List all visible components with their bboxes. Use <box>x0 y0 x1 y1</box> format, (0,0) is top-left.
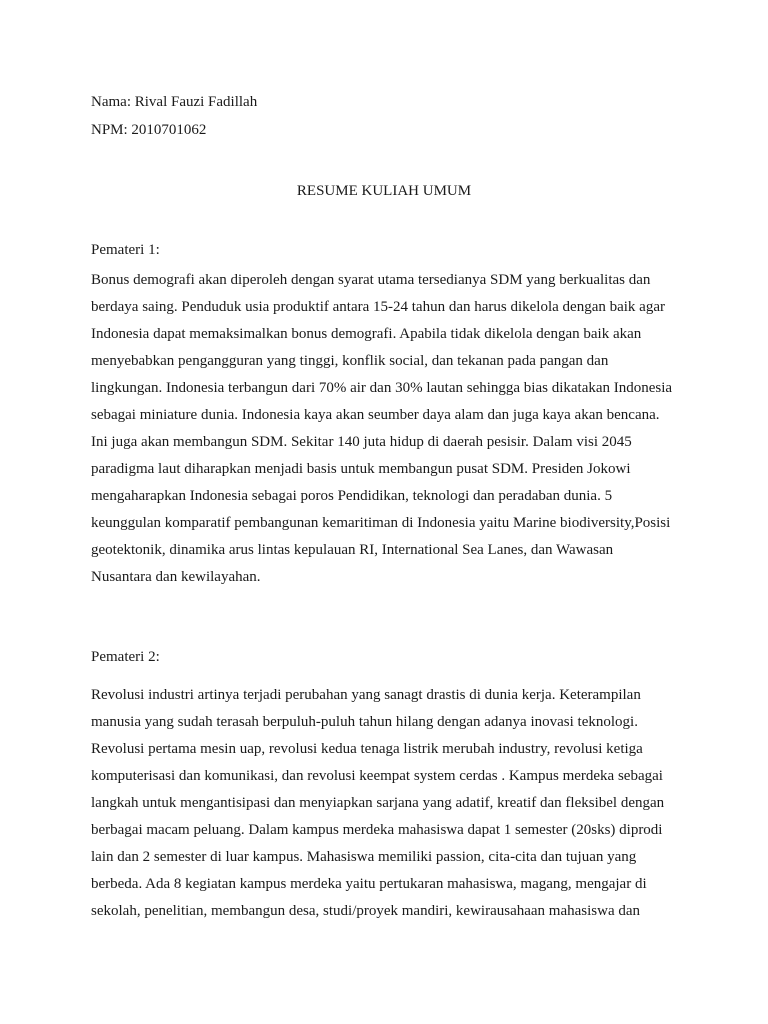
paragraph-line: Bonus demografi akan diperoleh dengan syarat utama tersedianya SDM yang berkualitas dan <box>91 272 651 288</box>
paragraph-line: sekolah, penelitian, membangun desa, studi/proyek mandiri, kewirausahaan mahasiswa dan <box>91 903 641 919</box>
section-heading-pemateri-1: Pemateri 1: <box>91 242 160 258</box>
paragraph-line: menyebabkan pengangguran yang tinggi, konflik social, dan tekanan pada pangan dan <box>91 353 609 369</box>
paragraph-line: lain dan 2 semester di luar kampus. Mahasiswa memiliki passion, cita-cita dan tujuan yang <box>91 849 637 865</box>
paragraph-line: lingkungan. Indonesia terbangun dari 70% air dan 30% lautan sehingga bias dikatakan Indonesia <box>91 380 673 396</box>
paragraph-line: geotektonik, dinamika arus lintas kepulauan RI, International Sea Lanes, dan Wawasan <box>91 542 614 558</box>
paragraph-line: Revolusi industri artinya terjadi perubahan yang sanagt drastis di dunia kerja. Keterampilan <box>91 687 641 703</box>
paragraph-line: paradigma laut diharapkan menjadi basis untuk membangun pusat SDM. Presiden Jokowi <box>91 461 631 477</box>
paragraph-line: manusia yang sudah terasah berpuluh-puluh tahun hilang dengan adanya inovasi teknologi. <box>91 714 638 730</box>
paragraph-line: komputerisasi dan komunikasi, dan revolusi keempat system cerdas . Kampus merdeka sebagai <box>91 768 663 784</box>
section-heading-pemateri-2: Pemateri 2: <box>91 649 160 665</box>
paragraph-line: mengaharapkan Indonesia sebagai poros Pendidikan, teknologi dan peradaban dunia. 5 <box>91 488 613 504</box>
document-title: RESUME KULIAH UMUM <box>296 183 472 199</box>
paragraph-line: berbeda. Ada 8 kegiatan kampus merdeka yaitu pertukaran mahasiswa, magang, mengajar di <box>91 876 647 892</box>
paragraph-line: Nusantara dan kewilayahan. <box>91 569 261 585</box>
paragraph-pemateri-2 <box>91 685 691 928</box>
paragraph-line: berdaya saing. Penduduk usia produktif antara 15-24 tahun dan harus dikelola dengan baik agar <box>91 299 665 315</box>
paragraph-line: Indonesia dapat memaksimalkan bonus demografi. Apabila tidak dikelola dengan baik akan <box>91 326 642 342</box>
student-name: Nama: Rival Fauzi Fadillah <box>91 94 258 110</box>
paragraph-line: langkah untuk mengantisipasi dan menyiapkan sarjana yang adatif, kreatif dan fleksibel dengan <box>91 795 665 811</box>
paragraph-line: keunggulan komparatif pembangunan kemaritiman di Indonesia yaitu Marine biodiversity,Posisi <box>91 515 671 531</box>
paragraph-line: Ini juga akan membangun SDM. Sekitar 140 juta hidup di daerah pesisir. Dalam visi 2045 <box>91 434 632 450</box>
student-npm: NPM: 2010701062 <box>91 122 207 138</box>
paragraph-line: Revolusi pertama mesin uap, revolusi kedua tenaga listrik merubah industry, revolusi ketiga <box>91 741 643 757</box>
paragraph-line: berbagai macam peluang. Dalam kampus merdeka mahasiswa dapat 1 semester (20sks) diprodi <box>91 822 663 838</box>
paragraph-pemateri-1 <box>91 270 691 594</box>
paragraph-line: sebagai miniature dunia. Indonesia kaya akan seumber daya alam dan juga kaya akan bencana. <box>91 407 660 423</box>
